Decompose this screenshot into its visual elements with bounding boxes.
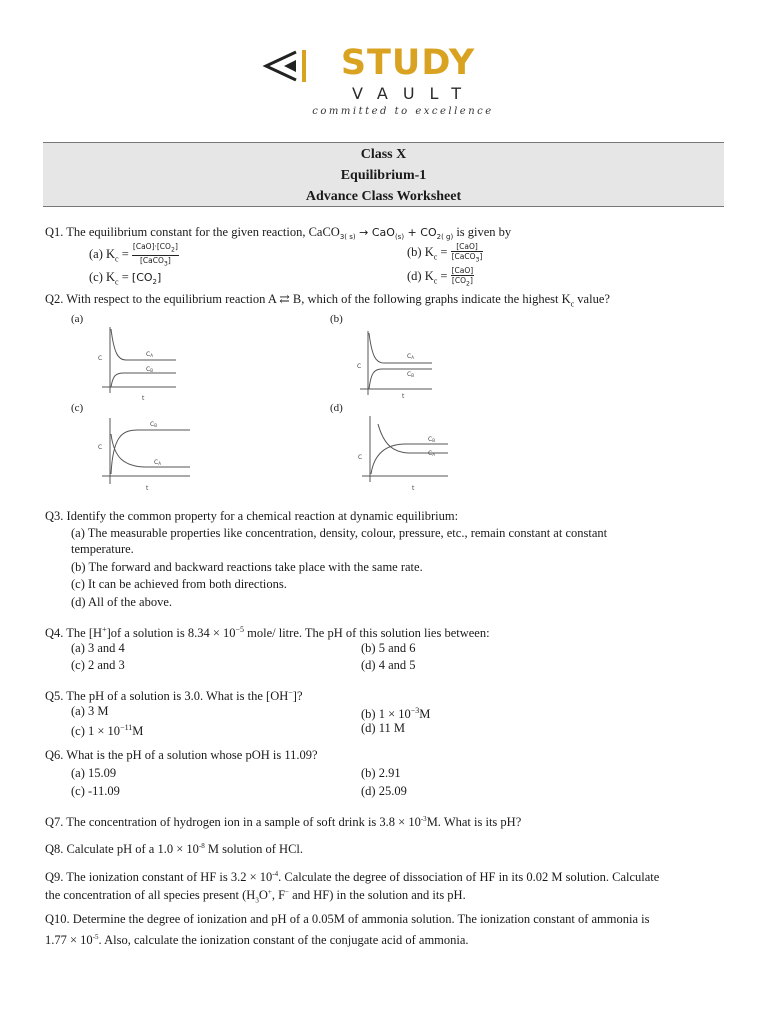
logo-sub-text: VAULT bbox=[351, 84, 477, 103]
graph-b-axis-t: t bbox=[402, 393, 405, 400]
graph-b-label: (b) bbox=[330, 313, 343, 325]
graph-b bbox=[352, 323, 482, 411]
graph-a bbox=[94, 323, 224, 411]
graph-a-axis-t: t bbox=[142, 395, 145, 402]
graph-d-axis-c: C bbox=[358, 454, 363, 461]
q6-stem: Q6. What is the pH of a solution whose pOH is 11.09? bbox=[45, 748, 318, 762]
q3-option-a-cont: temperature. bbox=[71, 542, 134, 556]
graph-a-axis-c: C bbox=[98, 355, 103, 362]
q3-option-a: (a) The measurable properties like concentration, density, colour, pressure, etc., remain constant at constant bbox=[71, 526, 608, 540]
q4-option-b: (b) 5 and 6 bbox=[361, 641, 416, 655]
q6-option-a: (a) 15.09 bbox=[71, 766, 117, 780]
q1-option-a: (a) $K_c$ = $\frac{[CaO]\cdot[CO_2]}{[CaCO_3]}$ bbox=[89, 242, 178, 267]
graph-d bbox=[352, 412, 482, 500]
q1-option-b: (b) $K_c$ = $\frac{\text{[CaO]}}{[CaCO_3]}$ bbox=[407, 242, 483, 264]
q5-option-a: (a) 3 M bbox=[71, 704, 109, 718]
q4-option-c: (c) 2 and 3 bbox=[71, 658, 125, 672]
graph-d-ca-label: CA bbox=[428, 450, 435, 457]
graph-a-ca-label: CA bbox=[146, 351, 153, 358]
q1-stem: Q1. The equilibrium constant for the given reaction, CaCO$_{3( s)}$ → $CaO_{(s)} + CO_{2( g)}$ is given by bbox=[45, 225, 512, 242]
q6-option-c: (c) -11.09 bbox=[71, 784, 120, 798]
graph-a-cb-label: CB bbox=[146, 366, 153, 373]
q5-option-b: (b) $1 \times 10^{-3}M$ bbox=[361, 706, 431, 722]
graph-d-label: (d) bbox=[330, 402, 343, 414]
q10-text-line1: Q10. Determine the degree of ionization and pH of a 0.05M of ammonia solution. The ionization constant of ammonia is bbox=[45, 912, 650, 926]
graph-d-cb-label: CB bbox=[428, 436, 435, 443]
q7-text: Q7. The concentration of hydrogen ion in a sample of soft drink is $3.8 \times 10^{-3}M$. What is its pH? bbox=[45, 815, 522, 830]
worksheet-title: Advance Class Worksheet bbox=[305, 189, 462, 204]
graph-c-axis-t: t bbox=[146, 485, 149, 492]
q1-option-c: (c) $K_c = [CO_2]$ bbox=[89, 270, 162, 287]
graph-b-axis-c: C bbox=[357, 363, 362, 370]
logo-brand-text: STUDY bbox=[340, 43, 476, 83]
q6-option-b: (b) 2.91 bbox=[361, 766, 401, 780]
graph-b-cb-label: CB bbox=[407, 371, 414, 378]
study-vault-logo bbox=[262, 40, 512, 122]
graph-c-label: (c) bbox=[71, 402, 84, 414]
q4-option-d: (d) 4 and 5 bbox=[361, 658, 416, 672]
logo-tagline: committed to excellence bbox=[312, 106, 494, 117]
q5-stem: Q5. The pH of a solution is 3.0. What is the [OH−]? bbox=[45, 688, 303, 704]
q3-option-d: (d) All of the above. bbox=[71, 595, 173, 609]
q3-stem: Q3. Identify the common property for a chemical reaction at dynamic equilibrium: bbox=[45, 509, 459, 523]
graph-c-axis-c: C bbox=[98, 444, 103, 451]
q1-option-d: (d) $K_c$ = $\frac{\text{[CaO]}}{[CO_2]}$ bbox=[407, 266, 474, 288]
q5-option-c: (c) $1 \times 10^{-11}M$ bbox=[71, 723, 144, 739]
q4-stem: Q4. The [H+]of a solution is $8.34 \times 10^{-5}$ mole/ litre. The pH of this solution lies between: bbox=[45, 625, 490, 641]
q3-option-b: (b) The forward and backward reactions take place with the same rate. bbox=[71, 560, 423, 574]
graph-a-label: (a) bbox=[71, 313, 84, 325]
q3-option-c: (c) It can be achieved from both directions. bbox=[71, 577, 287, 591]
class-title: Class X bbox=[360, 147, 407, 162]
graph-c-cb-label: CB bbox=[150, 421, 157, 428]
q9-text-line2: the concentration of all species present ($H_3O^+$, F− and HF) in the solution and its pH. bbox=[45, 888, 466, 905]
q4-option-a: (a) 3 and 4 bbox=[71, 641, 125, 655]
q5-option-d: (d) 11 M bbox=[361, 721, 405, 735]
q2-stem: Q2. With respect to the equilibrium reaction A ⇄ B, which of the following graphs indicate the highest $K_c$ value? bbox=[45, 292, 610, 309]
q6-option-d: (d) 25.09 bbox=[361, 784, 407, 798]
q8-text: Q8. Calculate pH of a $1.0 \times 10^{-8}$ M solution of HCl. bbox=[45, 842, 304, 857]
chapter-title: Equilibrium-1 bbox=[340, 168, 427, 183]
graph-c-ca-label: CA bbox=[154, 459, 161, 466]
graph-b-ca-label: CA bbox=[407, 353, 414, 360]
graph-d-axis-t: t bbox=[412, 485, 415, 492]
q9-text-line1: Q9. The ionization constant of HF is $3.2 \times 10^{-4}$. Calculate the degree of dissociation of HF in its 0.02 M solution. Calculate bbox=[45, 870, 660, 885]
graph-c bbox=[94, 412, 224, 500]
q10-text-line2: $1.77 \times 10^{-5}$. Also, calculate the ionization constant of the conjugate acid of ammonia. bbox=[45, 933, 469, 948]
worksheet-title-box bbox=[43, 142, 724, 207]
